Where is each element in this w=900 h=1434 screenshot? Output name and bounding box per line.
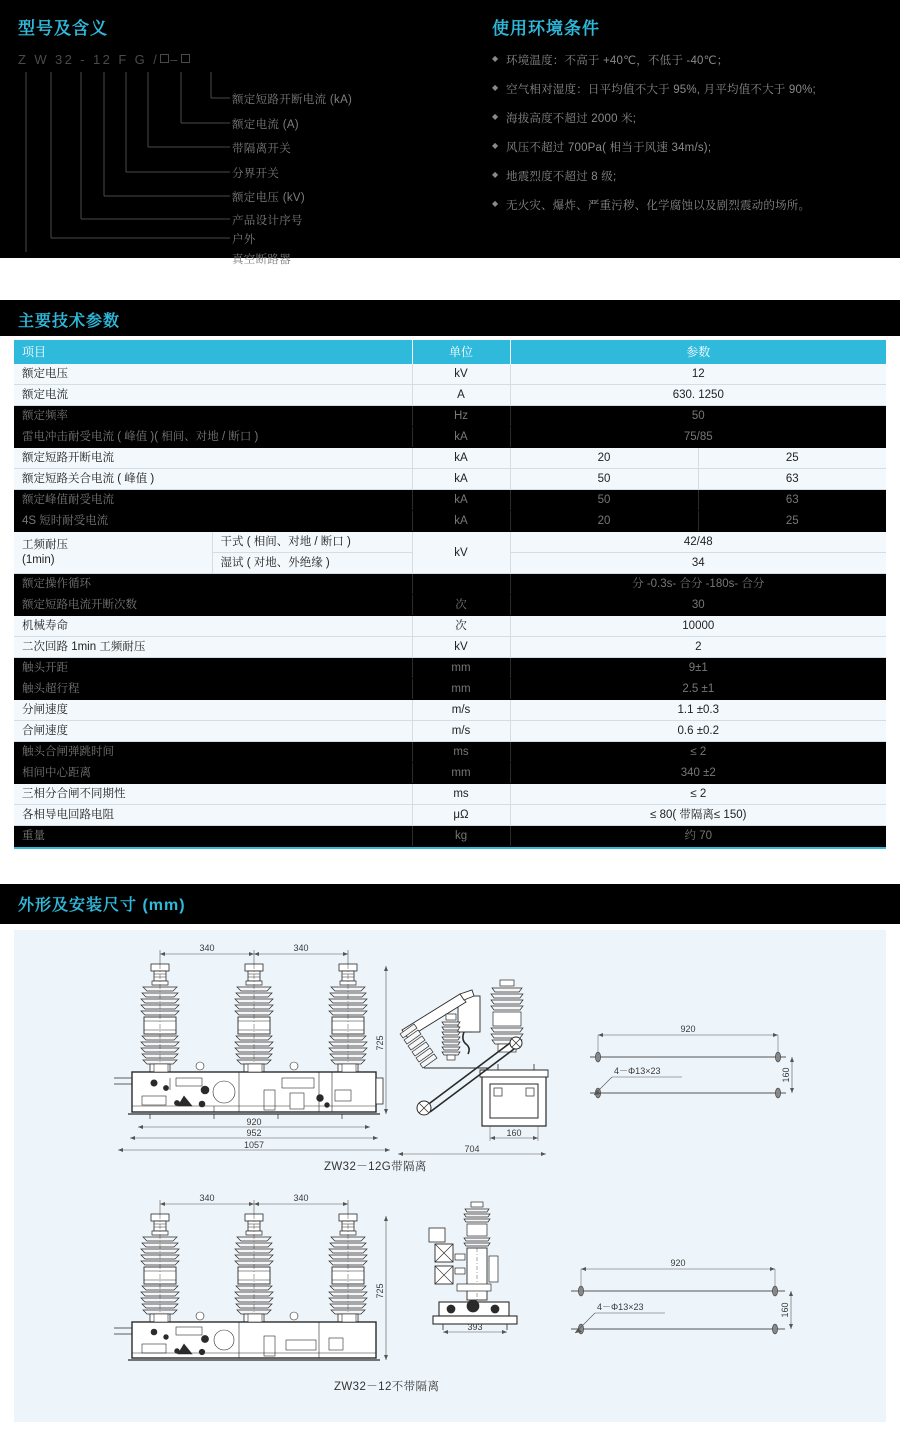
row-value: 约 70 [510,826,886,847]
row-value: ≤ 2 [510,742,886,763]
table-bottom-rule [14,847,886,849]
row-unit [412,574,510,595]
table-row [14,616,886,637]
code-label-2: 带隔离开关 [232,143,291,155]
table-row [14,469,886,490]
row-item-label: 分闸速度 [14,700,412,721]
figure-mounting-plate-with-isolator [584,1015,824,1125]
env-item-text: 风压不超过 700Pa( 相当于风速 34m/s); [506,142,712,154]
env-item-text: 无火灾、爆炸、严重污秽、化学腐蚀以及剧烈震动的场所。 [506,200,811,212]
row-subitem-label: 干式 ( 相间、对地 / 断口 ) [212,532,412,553]
figure-2-caption: ZW32－12不带隔离 [334,1381,440,1393]
row-unit: mm [412,658,510,679]
table-body [14,364,886,847]
row-value: 9±1 [510,658,886,679]
dim-920: 920 [246,1117,262,1127]
row-item-label: 4S 短时耐受电流 [14,511,412,532]
table-row [14,595,886,616]
diamond-bullet-icon: ◆ [492,112,499,121]
table-row [14,805,886,826]
col-header-item: 项目 [14,340,412,364]
dim-hole-note-b: 4－Φ13×23 [597,1302,644,1312]
table-row [14,784,886,805]
row-unit: kA [412,427,510,448]
row-unit: kV [412,364,510,385]
row-item-label: 雷电冲击耐受电流 ( 峰值 )( 相间、对地 / 断口 ) [14,427,412,448]
env-item-text: 地震烈度不超过 8 级; [506,171,617,183]
env-item-text: 环境温度：不高于 +40℃，不低于 -40℃； [506,55,729,67]
row-value: 1.1 ±0.3 [510,700,886,721]
table-row [14,448,886,469]
row-value: 34 [510,553,886,574]
table-row [14,574,886,595]
row-item-label: 额定电流 [14,385,412,406]
figure-side-view-with-isolator [394,978,574,1168]
row-item-label: 额定短路电流开断次数 [14,595,412,616]
table-row [14,364,886,385]
row-value-a: 50 [510,469,698,490]
row-unit: m/s [412,700,510,721]
model-code-string [18,52,191,67]
dim-1057: 1057 [243,1140,265,1150]
row-item-label: 工频耐压 (1min) [14,532,212,574]
row-item-label: 触头超行程 [14,679,412,700]
diamond-bullet-icon: ◆ [492,54,499,63]
row-unit: kA [412,490,510,511]
row-unit: A [412,385,510,406]
row-value: 630. 1250 [510,385,886,406]
row-unit: ms [412,784,510,805]
model-code-dash: – [170,52,180,67]
row-unit: m/s [412,721,510,742]
dim-340-b: 340 [293,943,309,953]
table-row [14,511,886,532]
env-item-text: 空气相对湿度：日平均值不大于 95%, 月平均值不大于 90%; [506,84,816,96]
row-subitem-label: 湿试 ( 对地、外绝缘 ) [212,553,412,574]
table-row [14,742,886,763]
dim-340-a: 340 [199,943,215,953]
row-item-label: 二次回路 1min 工频耐压 [14,637,412,658]
diamond-bullet-icon: ◆ [492,141,499,150]
table-row [14,721,886,742]
env-item-text: 海拔高度不超过 2000 米; [506,113,637,125]
dim-393: 393 [467,1322,483,1332]
env-list-item [492,197,897,213]
row-item-label: 重量 [14,826,412,847]
row-unit: kV [412,532,510,574]
row-item-label: 额定频率 [14,406,412,427]
dim-704: 704 [464,1144,480,1154]
row-value-b: 63 [698,490,886,511]
figure-front-view-no-isolator [114,1188,394,1363]
table-row [14,763,886,784]
code-label-3: 分界开关 [232,168,280,180]
row-value: 分 -0.3s- 合分 -180s- 合分 [510,574,886,595]
row-value: 0.6 ±0.2 [510,721,886,742]
dimension-drawings-area [14,930,886,1422]
figure-side-view-no-isolator [399,1198,569,1363]
row-value: ≤ 80( 带隔离≤ 150) [510,805,886,826]
table-row [14,406,886,427]
row-item-label: 额定电压 [14,364,412,385]
dim-340-c: 340 [199,1193,215,1203]
row-item-label: 触头合闸弹跳时间 [14,742,412,763]
table-row [14,826,886,847]
figure-mounting-plate-no-isolator [559,1245,819,1355]
dim-160-base: 160 [506,1128,522,1138]
row-value-b: 25 [698,511,886,532]
diamond-bullet-icon: ◆ [492,83,499,92]
row-item-label: 各相导电回路电阻 [14,805,412,826]
row-value: 12 [510,364,886,385]
row-value: 2.5 ±1 [510,679,886,700]
row-value-a: 20 [510,511,698,532]
row-unit: 次 [412,595,510,616]
env-list-item [492,139,897,155]
row-item-label: 三相分合闸不同期性 [14,784,412,805]
row-value: 340 ±2 [510,763,886,784]
table-row [14,427,886,448]
env-list-item [492,168,897,184]
row-value: ≤ 2 [510,784,886,805]
dim-725-b: 725 [375,1283,385,1299]
table-row [14,700,886,721]
row-unit: kg [412,826,510,847]
row-value-a: 50 [510,490,698,511]
code-placeholder-box-2 [181,54,190,63]
code-label-1: 额定电流 (A) [232,119,299,131]
row-unit: mm [412,763,510,784]
row-item-label: 额定操作循环 [14,574,412,595]
dim-hole-note: 4－Φ13×23 [614,1066,661,1076]
row-item-label: 额定短路开断电流 [14,448,412,469]
row-unit: mm [412,679,510,700]
diamond-bullet-icon: ◆ [492,170,499,179]
code-label-4: 额定电压 (kV) [232,192,305,204]
row-unit: kA [412,511,510,532]
code-label-6: 户外 [232,234,256,246]
row-value: 50 [510,406,886,427]
figure-1-caption: ZW32－12G带隔离 [324,1161,427,1173]
env-list-item [492,52,897,68]
dim-plate-920: 920 [680,1024,696,1034]
specs-section-title: 主要技术参数 [18,313,121,330]
figure-front-view-with-isolator [114,938,394,1163]
environment-conditions-panel [470,0,900,258]
row-item-label: 相间中心距离 [14,763,412,784]
model-designation-panel [0,0,470,266]
dim-plate-160-b: 160 [780,1302,790,1318]
row-item-label: 触头开距 [14,658,412,679]
dimensions-section-title: 外形及安装尺寸 (mm) [18,897,186,914]
table-row [14,532,886,553]
row-unit: kA [412,448,510,469]
env-panel-title: 使用环境条件 [492,19,600,38]
table-row [14,490,886,511]
dim-340-d: 340 [293,1193,309,1203]
table-row [14,658,886,679]
env-list-item [492,81,897,97]
row-item-label: 机械寿命 [14,616,412,637]
dim-plate-920-b: 920 [670,1258,686,1268]
row-unit: 次 [412,616,510,637]
dim-952: 952 [246,1128,262,1138]
code-label-7: 真空断路器 [232,254,291,266]
row-value: 42/48 [510,532,886,553]
row-value: 10000 [510,616,886,637]
dimensions-section-header [0,884,900,924]
row-unit: Hz [412,406,510,427]
specs-section-header [0,300,900,336]
diamond-bullet-icon: ◆ [492,199,499,208]
technical-parameters-table [14,340,886,847]
dim-plate-160: 160 [781,1067,791,1083]
row-value: 75/85 [510,427,886,448]
code-label-5: 产品设计序号 [232,215,303,227]
row-value-b: 63 [698,469,886,490]
row-value-b: 25 [698,448,886,469]
code-label-0: 额定短路开断电流 (kA) [232,94,353,106]
model-code-diagram [18,52,458,266]
table-row [14,385,886,406]
table-row [14,679,886,700]
table-header-row [14,340,886,364]
dim-725: 725 [375,1035,385,1051]
row-unit: kV [412,637,510,658]
row-unit: μΩ [412,805,510,826]
model-code-text: Z W 32 - 12 F G / [18,52,160,67]
row-value-a: 20 [510,448,698,469]
col-header-param: 参数 [510,340,886,364]
env-condition-list [492,52,897,226]
row-unit: kA [412,469,510,490]
table-row [14,637,886,658]
row-value: 30 [510,595,886,616]
row-item-label: 合闸速度 [14,721,412,742]
model-panel-title: 型号及含义 [18,19,108,38]
row-value: 2 [510,637,886,658]
env-list-item [492,110,897,126]
row-unit: ms [412,742,510,763]
row-item-label: 额定短路关合电流 ( 峰值 ) [14,469,412,490]
row-item-label: 额定峰值耐受电流 [14,490,412,511]
col-header-unit: 单位 [412,340,510,364]
code-placeholder-box-1 [160,54,169,63]
